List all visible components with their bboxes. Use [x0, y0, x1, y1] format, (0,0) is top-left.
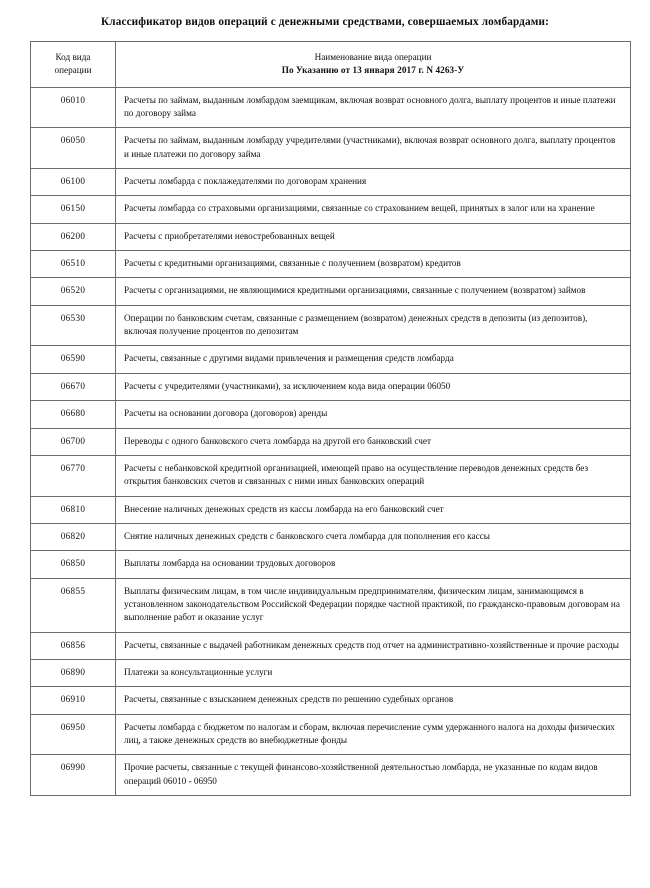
column-header-code: [31, 42, 116, 88]
operation-name-cell: Расчеты на основании договора (договоров) аренды: [116, 401, 631, 428]
table-row: [31, 632, 631, 659]
operation-code-cell: 06200: [31, 223, 116, 250]
table-row: [31, 305, 631, 346]
table-container: [0, 41, 650, 796]
table-row: [31, 169, 631, 196]
operation-code-cell: 06670: [31, 373, 116, 400]
operation-code-cell: 06590: [31, 346, 116, 373]
table-body: [31, 87, 631, 795]
column-header-name: [116, 42, 631, 88]
operation-code-cell: 06950: [31, 714, 116, 755]
table-row: [31, 87, 631, 128]
operation-code-cell: 06820: [31, 523, 116, 550]
operation-name-cell: Операции по банковским счетам, связанные с размещением (возвратом) денежных средств в депозиты (из депозитов), включая получение процентов по депозитам: [116, 305, 631, 346]
operation-name-cell: Расчеты с организациями, не являющимися кредитными организациями, связанные с получением (возвратом) займов: [116, 278, 631, 305]
operation-name-cell: Расчеты, связанные с выдачей работникам денежных средств под отчет на административно-хозяйственные и прочие расходы: [116, 632, 631, 659]
table-row: [31, 687, 631, 714]
operation-code-cell: 06856: [31, 632, 116, 659]
table-row: [31, 714, 631, 755]
table-row: [31, 551, 631, 578]
operation-types-table: [30, 41, 631, 796]
table-header-row: [31, 42, 631, 88]
operation-name-cell: Расчеты с учредителями (участниками), за исключением кода вида операции 06050: [116, 373, 631, 400]
operation-name-cell: Расчеты ломбарда со страховыми организациями, связанные со страхованием вещей, принятых в залог или на хранение: [116, 196, 631, 223]
column-header-code-line2: операции: [54, 65, 92, 76]
table-row: [31, 373, 631, 400]
operation-code-cell: 06810: [31, 496, 116, 523]
column-header-code-line1: Код вида: [55, 52, 91, 62]
operation-name-cell: Снятие наличных денежных средств с банковского счета ломбарда для пополнения его кассы: [116, 523, 631, 550]
operation-code-cell: 06910: [31, 687, 116, 714]
table-row: [31, 196, 631, 223]
operation-code-cell: 06770: [31, 455, 116, 496]
table-header: [31, 42, 631, 88]
table-row: [31, 251, 631, 278]
table-row: [31, 523, 631, 550]
table-row: [31, 278, 631, 305]
table-row: [31, 401, 631, 428]
page-title: Классификатор видов операций с денежными средствами, совершаемых ломбардами:: [101, 16, 549, 28]
operation-name-cell: Прочие расчеты, связанные с текущей финансово-хозяйственной деятельностью ломбарда, не указанные по кодам видов операций 06010 - 06950: [116, 755, 631, 796]
operation-code-cell: 06700: [31, 428, 116, 455]
table-row: [31, 428, 631, 455]
table-row: [31, 455, 631, 496]
operation-name-cell: Расчеты, связанные с взысканием денежных средств по решению судебных органов: [116, 687, 631, 714]
operation-name-cell: Расчеты с небанковской кредитной организацией, имеющей право на осуществление переводов денежных средств без открытия банковских счетов и связанных с ними иных банковских операций: [116, 455, 631, 496]
operation-name-cell: Внесение наличных денежных средств из кассы ломбарда на его банковский счет: [116, 496, 631, 523]
operation-name-cell: Расчеты ломбарда с поклажедателями по договорам хранения: [116, 169, 631, 196]
operation-code-cell: 06855: [31, 578, 116, 632]
operation-code-cell: 06890: [31, 659, 116, 686]
table-row: [31, 578, 631, 632]
operation-name-cell: Выплаты ломбарда на основании трудовых договоров: [116, 551, 631, 578]
table-row: [31, 223, 631, 250]
operation-name-cell: Расчеты с кредитными организациями, связанные с получением (возвратом) кредитов: [116, 251, 631, 278]
operation-code-cell: 06990: [31, 755, 116, 796]
table-row: [31, 128, 631, 169]
operation-code-cell: 06510: [31, 251, 116, 278]
operation-name-cell: Расчеты ломбарда с бюджетом по налогам и сборам, включая перечисление сумм удержанного налога на доходы физических лиц, а также денежных средств во внебюджетные фонды: [116, 714, 631, 755]
operation-name-cell: Расчеты по займам, выданным ломбардом заемщикам, включая возврат основного долга, выплату процентов и иные платежи по договору займа: [116, 87, 631, 128]
operation-code-cell: 06050: [31, 128, 116, 169]
operation-code-cell: 06850: [31, 551, 116, 578]
operation-name-cell: Выплаты физическим лицам, в том числе индивидуальным предпринимателям, физическим лицам, занимающимся в установленном законодательством Российской Федерации порядке частной практикой, по гражданско-правовым договорам на выполнение работ и оказание услуг: [116, 578, 631, 632]
operation-name-cell: Расчеты с приобретателями невостребованных вещей: [116, 223, 631, 250]
operation-name-cell: Переводы с одного банковского счета ломбарда на другой его банковский счет: [116, 428, 631, 455]
operation-code-cell: 06680: [31, 401, 116, 428]
operation-code-cell: 06530: [31, 305, 116, 346]
operation-name-cell: Расчеты, связанные с другими видами привлечения и размещения средств ломбарда: [116, 346, 631, 373]
operation-code-cell: 06100: [31, 169, 116, 196]
operation-name-cell: Расчеты по займам, выданным ломбарду учредителями (участниками), включая возврат основного долга, выплату процентов и иные платежи по договору займа: [116, 128, 631, 169]
column-header-name-line1: Наименование вида операции: [314, 52, 432, 62]
operation-code-cell: 06010: [31, 87, 116, 128]
operation-code-cell: 06520: [31, 278, 116, 305]
column-header-name-line2: По Указанию от 13 января 2017 г. N 4263-У: [281, 65, 465, 76]
table-row: [31, 659, 631, 686]
table-row: [31, 346, 631, 373]
table-row: [31, 755, 631, 796]
operation-name-cell: Платежи за консультационные услуги: [116, 659, 631, 686]
operation-code-cell: 06150: [31, 196, 116, 223]
table-row: [31, 496, 631, 523]
